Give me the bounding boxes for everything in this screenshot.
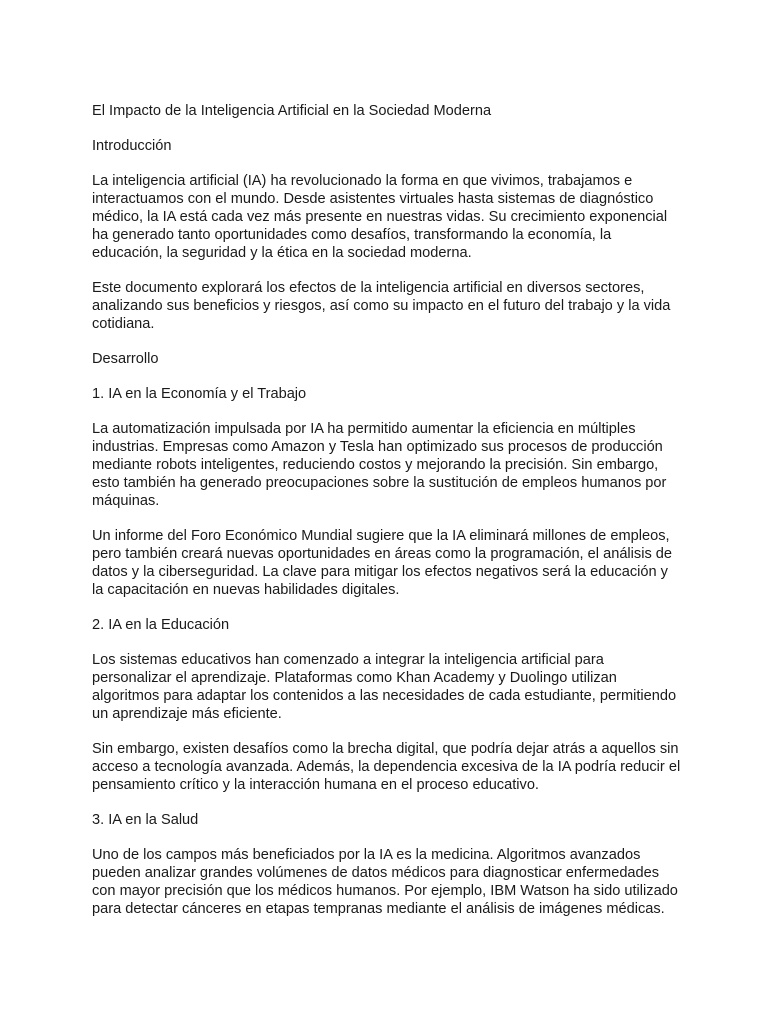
section-3-paragraph-1: Uno de los campos más beneficiados por la IA es la medicina. Algoritmos avanzados pueden analizar grandes volúmenes de datos médicos para diagnosticar enfermedades con mayor precisión que los médicos humanos. Por ejemplo, IBM Watson ha sido utilizado para detectar cánceres en etapas tempranas mediante el análisis de imágenes médicas. bbox=[92, 847, 678, 917]
section-1-paragraph-2: Un informe del Foro Económico Mundial sugiere que la IA eliminará millones de empleos, pero también creará nuevas oportunidades en áreas como la programación, el análisis de datos y la ciberseguridad. La clave para mitigar los efectos negativos será la educación y la capacitación en nuevas habilidades digitales. bbox=[92, 528, 673, 598]
development-heading: Desarrollo bbox=[92, 351, 159, 367]
intro-heading: Introducción bbox=[92, 138, 172, 154]
document-title: El Impacto de la Inteligencia Artificial en la Sociedad Moderna bbox=[92, 103, 492, 119]
document-body bbox=[92, 102, 682, 935]
section-1-paragraph-1: La automatización impulsada por IA ha permitido aumentar la eficiencia en múltiples industrias. Empresas como Amazon y Tesla han optimizado sus procesos de producción mediante robots inteligentes, reduciendo costos y mejorando la precisión. Sin embargo, esto también ha generado preocupaciones sobre la sustitución de empleos humanos por máquinas. bbox=[92, 421, 667, 509]
section-2-paragraph-2: Sin embargo, existen desafíos como la brecha digital, que podría dejar atrás a aquellos sin acceso a tecnología avanzada. Además, la dependencia excesiva de la IA podría reducir el pensamiento crítico y la interacción humana en el proceso educativo. bbox=[92, 741, 681, 793]
intro-paragraph-1: La inteligencia artificial (IA) ha revolucionado la forma en que vivimos, trabajamos e interactuamos con el mundo. Desde asistentes virtuales hasta sistemas de diagnóstico médico, la IA está cada vez más presente en nuestras vidas. Su crecimiento exponencial ha generado tanto oportunidades como desafíos, transformando la economía, la educación, la seguridad y la ética en la sociedad moderna. bbox=[92, 173, 668, 261]
section-3-heading: 3. IA en la Salud bbox=[92, 812, 199, 828]
section-2-paragraph-1: Los sistemas educativos han comenzado a integrar la inteligencia artificial para personalizar el aprendizaje. Plataformas como Khan Academy y Duolingo utilizan algoritmos para adaptar los contenidos a las necesidades de cada estudiante, permitiendo un aprendizaje más eficiente. bbox=[92, 652, 677, 722]
section-2-heading: 2. IA en la Educación bbox=[92, 617, 230, 633]
section-1-heading: 1. IA en la Economía y el Trabajo bbox=[92, 386, 307, 402]
intro-paragraph-2: Este documento explorará los efectos de la inteligencia artificial en diversos sectores, analizando sus beneficios y riesgos, así como su impacto en el futuro del trabajo y la vida cotidiana. bbox=[92, 280, 671, 332]
